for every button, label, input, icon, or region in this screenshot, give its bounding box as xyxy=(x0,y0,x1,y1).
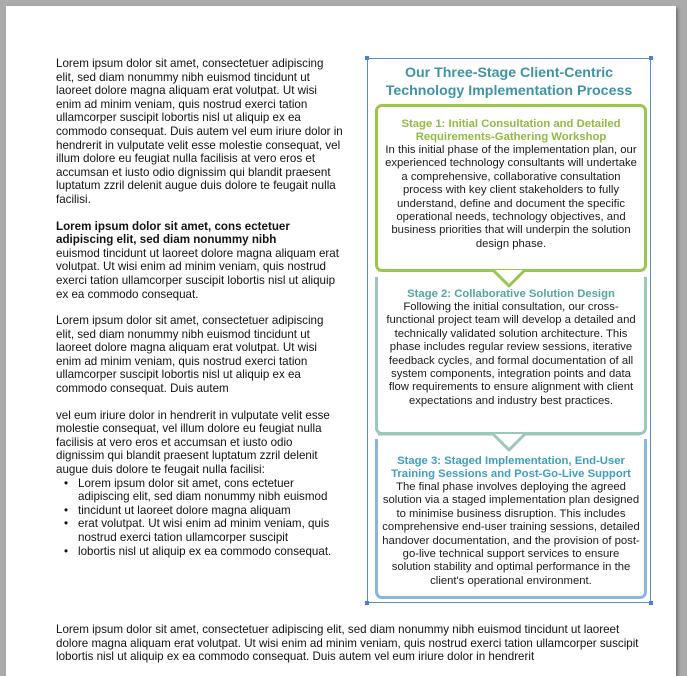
resize-handle[interactable] xyxy=(365,601,369,605)
list-item: • lobortis nisl ut aliquip ex ea commodo consequat. xyxy=(72,545,344,559)
list-item: • erat volutpat. Ut wisi enim ad minim veniam, quis nostrud exerci tation ullamcorper suscipit xyxy=(72,517,344,544)
stage-1-box xyxy=(375,104,647,272)
document-page xyxy=(6,6,676,676)
bullet-list xyxy=(56,477,344,559)
stage-2-title: Stage 2: Collaborative Solution Design xyxy=(407,288,615,300)
stage-3-box xyxy=(375,439,647,599)
resize-handle[interactable] xyxy=(649,601,653,605)
stage-3-title: Stage 3: Staged Implementation, End-User Training Sessions and Post-Go-Live Support xyxy=(391,455,631,480)
paragraph-3: Lorem ipsum dolor sit amet, consectetuer adipiscing elit, sed diam nonummy nibh euismod tincidunt ut laoreet dolore magna aliquam erat volutpat. Ut wisi enim ad minim veniam, quis nostrud exerci tation ullamcorper suscipit lobortis nisl ut aliquip ex ea commodo consequat. Duis autem xyxy=(56,314,324,396)
list-item: • Lorem ipsum dolor sit amet, cons ectetuer adipiscing elit, sed diam nonummy nibh euismod xyxy=(72,477,344,504)
stage-2-body: Following the initial consultation, our cross-functional project team will develop a detailed and technically validated solution architecture. This phase includes regular review sessions, iterative feedback cycles, and formal documentation of all system components, integration points and data flow requirements to ensure alignment with client expectations and industry best practices. xyxy=(386,301,636,407)
stage-3-body: The final phase involves deploying the agreed solution via a staged implementation plan designed to minimise business disruption. This includes comprehensive end-user training sessions, detailed handover documentation, and the provision of post-go-live technical support services to ensure solution stability and optimal performance in the client's operational environment. xyxy=(382,481,640,587)
paragraph-1: Lorem ipsum dolor sit amet, consectetuer adipiscing elit, sed diam nonummy nibh euismod tincidunt ut laoreet dolore magna aliquam erat volutpat. Ut wisi enim ad minim veniam, quis nostrud exerci tation ullamcorper suscipit lobortis nisl ut aliquip ex ea commodo consequat. Duis autem vel eum iriure dolor in hendrerit in vulputate velit esse molestie consequat, vel illum dolore eu feugiat nulla facilisis at vero eros et accumsan et iusto odio dignissim qui blandit praesent luptatum zzril delenit augue duis dolore te feugait nulla facilisi. xyxy=(56,57,343,206)
bold-heading: Lorem ipsum dolor sit amet, cons ectetuer adipiscing elit, sed diam nonummy nibh xyxy=(56,219,290,247)
paragraph-2: euismod tincidunt ut laoreet dolore magna aliquam erat volutpat. Ut wisi enim ad minim veniam, quis nostrud exerci tation ullamcorper suscipit lobortis nisl ut aliquip ex ea commodo consequat. xyxy=(56,246,339,301)
stage-1-title: Stage 1: Initial Consultation and Detailed Requirements-Gathering Workshop xyxy=(401,118,621,143)
resize-handle[interactable] xyxy=(365,56,369,60)
sidebar-title: Our Three-Stage Client-Centric Technology Implementation Process xyxy=(385,65,633,99)
paragraph-4: vel eum iriure dolor in hendrerit in vulputate velit esse molestie consequat, vel illum dolore eu feugiat nulla facilisis at vero eros et accumsan et iusto odio dignissim qui blandit praesent luptatum zzril delenit augue duis dolore te feugait nulla facilisi: xyxy=(56,408,330,477)
left-column xyxy=(56,57,344,558)
heading-paragraph xyxy=(56,220,344,302)
stage-1-body: In this initial phase of the implementation plan, our experienced technology consultants will undertake a comprehensive, collaborative consultation process with key client stakeholders to fully understand, define and document the specific operational needs, technology objectives, and business priorities that will underpin the solution design phase. xyxy=(385,144,637,250)
sidebar-textbox[interactable] xyxy=(367,58,651,603)
resize-handle[interactable] xyxy=(649,56,653,60)
bottom-paragraph: Lorem ipsum dolor sit amet, consectetuer adipiscing elit, sed diam nonummy nibh euismod tincidunt ut laoreet dolore magna aliquam erat volutpat. Ut wisi enim ad minim veniam, quis nostrud exerci tation ullamcorper suscipit lobortis nisl ut aliquip ex ea commodo consequat. Duis autem vel eum iriure dolor in hendrerit xyxy=(56,623,639,664)
stage-2-box xyxy=(375,277,647,435)
list-item: • tincidunt ut laoreet dolore magna aliquam xyxy=(72,504,344,518)
